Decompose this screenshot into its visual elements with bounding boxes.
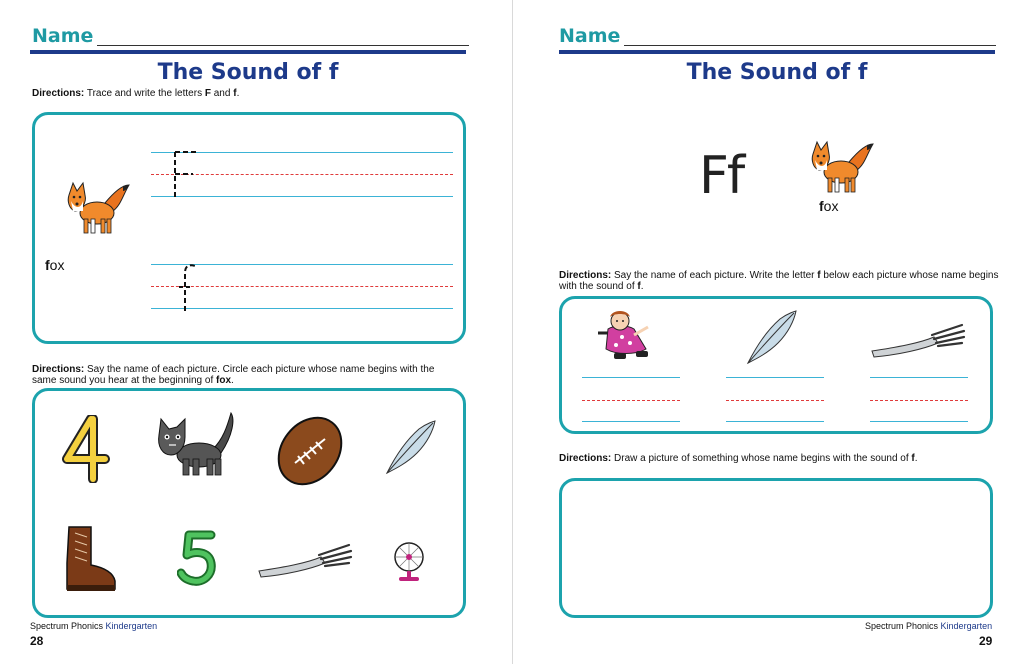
trace-letter-F[interactable]: [169, 149, 203, 199]
letter-lower: f: [233, 88, 237, 99]
directions-write: [559, 270, 999, 292]
directions-letter-2: f: [637, 281, 641, 292]
guide-base-line: [870, 421, 968, 422]
boot-image[interactable]: [61, 523, 119, 595]
directions-text: Say the name of each picture. Write the letter: [611, 270, 818, 281]
fan-image[interactable]: [389, 541, 429, 583]
big-letters-Ff: Ff: [699, 146, 744, 206]
four-image[interactable]: [61, 415, 111, 483]
word-fox-first-letter: f: [819, 198, 824, 214]
page-title: The Sound of f: [686, 60, 868, 85]
guide-mid-line: [726, 400, 824, 401]
five-image[interactable]: [177, 529, 219, 587]
right-page: [512, 0, 1024, 664]
header-rule: [559, 50, 995, 54]
fox-image: [801, 136, 875, 196]
guide-base-line: [726, 421, 824, 422]
page-number: 29: [979, 634, 993, 648]
name-line: [97, 30, 469, 46]
footer-prefix: Spectrum Phonics: [30, 621, 106, 631]
directions-label: Directions:: [559, 270, 612, 281]
header-rule: [30, 50, 466, 54]
directions-trace: [32, 88, 472, 99]
letter-upper: F: [204, 88, 211, 99]
directions-letter: f: [817, 270, 821, 281]
name-label: Name: [559, 25, 621, 47]
directions-text-mid: and: [210, 88, 234, 99]
guide-top-line: [582, 377, 680, 378]
word-fox: [819, 198, 838, 214]
directions-text: Draw a picture of something whose name begins with the sound of: [611, 453, 912, 464]
directions-label: Directions:: [32, 88, 85, 99]
trace-letter-f[interactable]: [175, 261, 199, 313]
directions-text: Trace and write the letters: [84, 88, 205, 99]
word-fox-rest: ox: [823, 198, 839, 214]
guide-mid-line: [582, 400, 680, 401]
footer-book-title: [30, 621, 157, 631]
directions-circle: [32, 364, 452, 386]
directions-text-end: .: [231, 375, 234, 386]
drawing-area-panel[interactable]: [559, 478, 993, 618]
directions-letter: f: [911, 453, 915, 464]
trace-panel: [32, 112, 466, 344]
word-fox-first-letter: f: [45, 257, 50, 273]
directions-text-end: .: [640, 281, 644, 292]
feather-image[interactable]: [744, 309, 800, 365]
footer-grade: Kindergarten: [940, 621, 993, 631]
doll-image[interactable]: [592, 307, 660, 363]
fox-image: [57, 177, 131, 237]
directions-text-end: .: [236, 88, 240, 99]
guide-base-line: [582, 421, 680, 422]
word-fox: [45, 257, 64, 273]
football-image[interactable]: [273, 413, 347, 489]
name-label: Name: [32, 25, 94, 47]
directions-label: Directions:: [559, 453, 612, 464]
write-letter-panel: [559, 296, 993, 434]
guide-top-line: [726, 377, 824, 378]
page-title: The Sound of f: [157, 60, 339, 85]
name-line: [624, 30, 996, 46]
name-row: [32, 26, 469, 46]
fork-image[interactable]: [255, 541, 353, 581]
directions-text-2: below each picture whose name begins with the sound of: [559, 270, 999, 292]
fork-image[interactable]: [868, 321, 966, 361]
circle-pictures-panel: [32, 388, 466, 618]
directions-keyword: fox: [216, 375, 232, 386]
directions-text-end: .: [914, 453, 918, 464]
feather-image[interactable]: [383, 417, 439, 477]
directions-label: Directions:: [32, 364, 85, 375]
cat-image[interactable]: [151, 409, 235, 479]
word-fox-rest: ox: [49, 257, 65, 273]
guide-top-line: [870, 377, 968, 378]
name-row: [559, 26, 996, 46]
guide-mid-line: [870, 400, 968, 401]
directions-draw: [559, 453, 999, 464]
footer-prefix: Spectrum Phonics: [865, 621, 941, 631]
directions-text: Say the name of each picture. Circle each picture whose name begins with the same sound you hear at the beginning of: [32, 364, 435, 386]
footer-book-title: [865, 621, 992, 631]
footer-grade: Kindergarten: [105, 621, 158, 631]
page-number: 28: [30, 634, 44, 648]
